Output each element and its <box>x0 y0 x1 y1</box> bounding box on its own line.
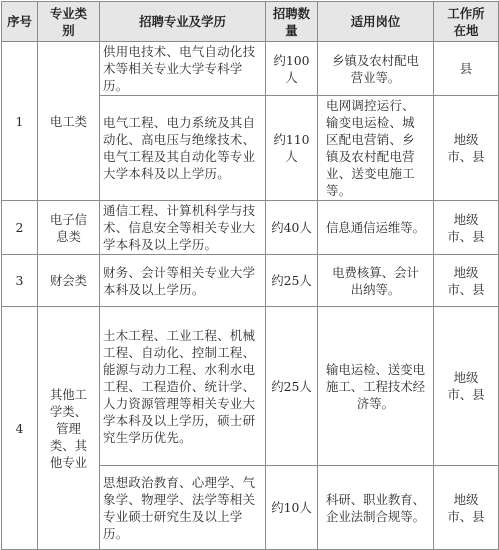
location-cell: 地级市、县 <box>434 201 499 255</box>
location-cell: 地级市、县 <box>434 307 499 466</box>
post-cell: 科研、职业教育、企业法制合规等。 <box>318 466 434 550</box>
count-cell: 约25人 <box>266 307 318 466</box>
table-header-row <box>2 2 499 42</box>
post-cell: 电网调控运行、输变电运检、城区配电营销、乡镇及农村配电营业、送变电施工等。 <box>318 96 434 201</box>
location-cell: 地级市、县 <box>434 255 499 307</box>
location-cell: 地级市、县 <box>434 466 499 550</box>
category-cell: 电子信息类 <box>38 201 100 255</box>
category-cell: 电工类 <box>38 42 100 201</box>
location-cell: 县 <box>434 42 499 96</box>
count-cell: 约100人 <box>266 42 318 96</box>
header-post: 适用岗位 <box>318 2 434 42</box>
major-cell: 通信工程、计算机科学与技术、信息安全等相关专业大学本科及以上学历。 <box>100 201 266 255</box>
major-cell: 土木工程、工业工程、机械工程、自动化、控制工程、能源与动力工程、水利水电工程、工程造价、统计学、人力资源管理等相关专业大学本科及以上学历，硕士研究生学历优先。 <box>100 307 266 466</box>
count-cell: 约110人 <box>266 96 318 201</box>
table-row <box>2 42 499 96</box>
table-row <box>2 201 499 255</box>
count-cell: 约25人 <box>266 255 318 307</box>
location-cell: 地级市、县 <box>434 96 499 201</box>
count-cell: 约10人 <box>266 466 318 550</box>
post-cell: 信息通信运维等。 <box>318 201 434 255</box>
seq-cell: 2 <box>2 201 38 255</box>
header-seq: 序号 <box>2 2 38 42</box>
category-cell: 财会类 <box>38 255 100 307</box>
seq-cell: 1 <box>2 42 38 201</box>
table-row <box>2 307 499 466</box>
header-location: 工作所在地 <box>434 2 499 42</box>
seq-cell: 4 <box>2 307 38 550</box>
category-cell: 其他工学类、管理类、其他专业 <box>38 307 100 550</box>
table-row <box>2 255 499 307</box>
header-category: 专业类别 <box>38 2 100 42</box>
header-major: 招聘专业及学历 <box>100 2 266 42</box>
seq-cell: 3 <box>2 255 38 307</box>
recruitment-table-container <box>1 1 498 541</box>
recruitment-table <box>1 1 499 550</box>
major-cell: 电气工程、电力系统及其自动化、高电压与绝缘技术、电气工程及其自动化等专业大学本科及以上学历。 <box>100 96 266 201</box>
post-cell: 乡镇及农村配电营业等。 <box>318 42 434 96</box>
major-cell: 供用电技术、电气自动化技术等相关专业大学专科学历。 <box>100 42 266 96</box>
count-cell: 约40人 <box>266 201 318 255</box>
post-cell: 输电运检、送变电施工、工程技术经济等。 <box>318 307 434 466</box>
header-count: 招聘数量 <box>266 2 318 42</box>
post-cell: 电费核算、会计出纳等。 <box>318 255 434 307</box>
major-cell: 思想政治教育、心理学、气象学、物理学、法学等相关专业硕士研究生及以上学历。 <box>100 466 266 550</box>
major-cell: 财务、会计等相关专业大学本科及以上学历。 <box>100 255 266 307</box>
